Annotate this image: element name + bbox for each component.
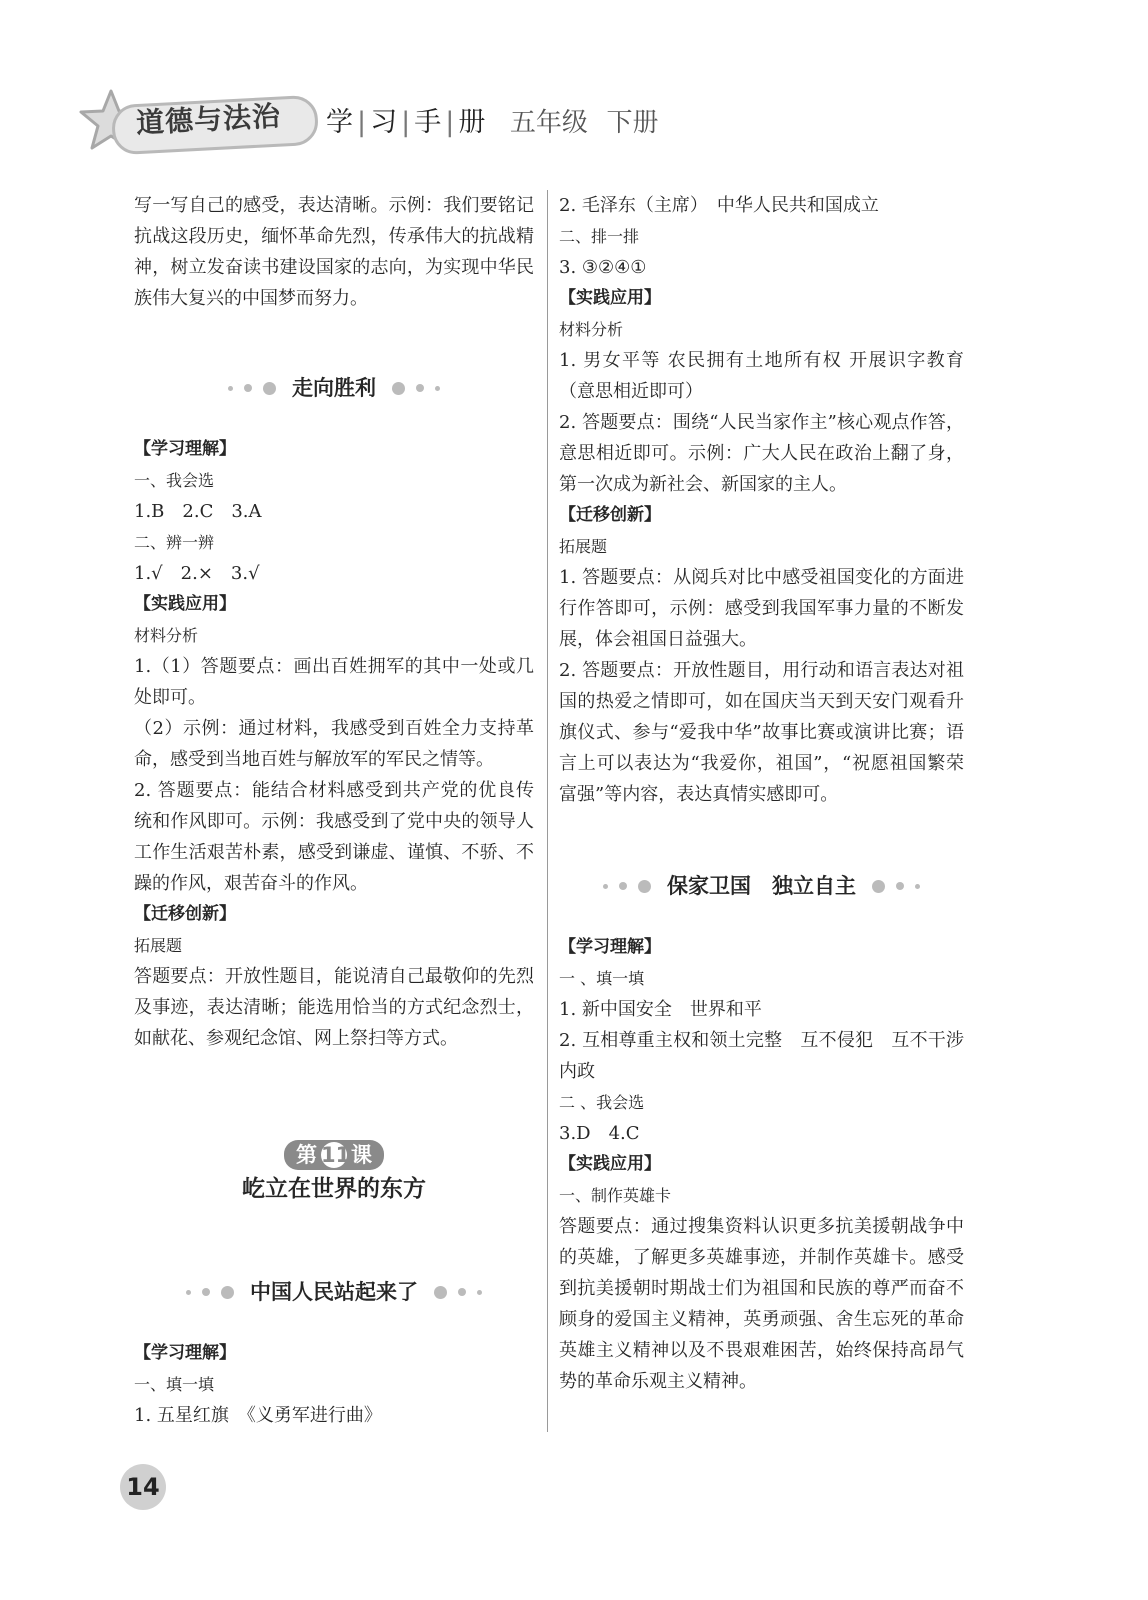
dots-decoration xyxy=(392,382,440,395)
answer-line: 1.B 2.C 3.A xyxy=(134,501,262,522)
section-body xyxy=(134,1338,534,1431)
lesson-title: 屹立在世界的东方 xyxy=(242,1176,426,1202)
subheading: 一、填一填 xyxy=(134,1375,215,1394)
page-number: 14 xyxy=(120,1464,166,1510)
volume-label: 下册 xyxy=(606,108,659,138)
section-body xyxy=(559,932,964,1397)
answer-line: （2）示例：通过材料，我感受到百姓全力支持革命，感受到当地百姓与解放军的军民之情等。 xyxy=(134,718,534,770)
lesson-badge-post: 课 xyxy=(351,1143,372,1167)
section-title-text: 走向胜利 xyxy=(292,375,376,400)
subheading: 一 、填一填 xyxy=(559,969,645,988)
book-title-char: 手 xyxy=(414,107,442,138)
dots-decoration xyxy=(228,382,276,395)
left-column xyxy=(134,190,534,1431)
dots-decoration xyxy=(603,880,651,893)
section-heading: 【学习理解】 xyxy=(134,1343,236,1363)
answer-line: 3.D 4.C xyxy=(559,1123,640,1144)
book-title: 学 | 习 | 手 | 册 五年级 下册 xyxy=(326,107,659,138)
book-title-char: 学 xyxy=(326,107,353,138)
answer-line: 答题要点：开放性题目，能说清自己最敬仰的先烈及事迹，表达清晰；能选用恰当的方式纪念烈士，如献花、参观纪念馆、网上祭扫等方式。 xyxy=(134,966,534,1049)
section-heading: 【学习理解】 xyxy=(559,937,661,957)
answer-line: 1.（1）答题要点：画出百姓拥军的其中一处或几处即可。 xyxy=(134,656,534,708)
subheading: 拓展题 xyxy=(559,537,608,556)
book-title-char: 习 xyxy=(370,107,398,138)
right-column xyxy=(559,190,964,1397)
answer-line: 2. 互相尊重主权和领土完整 互不侵犯 互不干涉内政 xyxy=(559,1030,964,1082)
subheading: 二 、我会选 xyxy=(559,1093,645,1112)
answer-line: 1. 新中国安全 世界和平 xyxy=(559,999,762,1020)
subheading: 拓展题 xyxy=(134,936,183,955)
answer-line: 2. 答题要点：能结合材料感受到共产党的优良传统和作风即可。示例：我感受到了党中央的领导人工作生活艰苦朴素，感受到谦虚、谨慎、不骄、不躁的作风，艰苦奋斗的作风。 xyxy=(134,780,534,894)
section-title-text: 保家卫国 独立自主 xyxy=(667,873,856,898)
answer-line: 3. ③②④① xyxy=(559,257,647,278)
section-heading: 【实践应用】 xyxy=(559,288,661,308)
section-title xyxy=(134,364,534,412)
lesson-header xyxy=(134,1140,534,1206)
book-title-char: 册 xyxy=(458,107,486,138)
grade-label: 五年级 xyxy=(509,108,588,138)
dots-decoration xyxy=(186,1286,234,1299)
section-heading: 【学习理解】 xyxy=(134,439,236,459)
subheading: 二、排一排 xyxy=(559,227,640,246)
section-body xyxy=(559,190,964,810)
lesson-badge-pre: 第 xyxy=(296,1143,317,1167)
answer-line: 1. 男女平等 农民拥有土地所有权 开展识字教育（意思相近即可） xyxy=(559,350,964,402)
dots-decoration xyxy=(434,1286,482,1299)
lesson-number: 11 xyxy=(321,1143,351,1167)
intro-paragraph: 写一写自己的感受，表达清晰。示例：我们要铭记抗战这段历史，缅怀革命先烈，传承伟大的抗战精神，树立发奋读书建设国家的志向，为实现中华民族伟大复兴的中国梦而努力。 xyxy=(134,195,534,309)
answer-line: 1. 五星红旗 《义勇军进行曲》 xyxy=(134,1405,382,1426)
answer-line: 答题要点：通过搜集资料认识更多抗美援朝战争中的英雄，了解更多英雄事迹，并制作英雄卡。感受到抗美援朝时期战士们为祖国和民族的尊严而奋不顾身的爱国主义精神，英勇顽强、舍生忘死的革命英雄主义精神以及不畏艰难困苦，始终保持高昂气势的革命乐观主义精神。 xyxy=(559,1216,964,1392)
section-body xyxy=(134,434,534,1054)
dots-decoration xyxy=(872,880,920,893)
section-heading: 【迁移创新】 xyxy=(134,904,236,924)
column-divider xyxy=(547,190,548,1432)
answer-line: 1. 答题要点：从阅兵对比中感受祖国变化的方面进行作答即可，示例：感受到我国军事力量的不断发展，体会祖国日益强大。 xyxy=(559,567,964,650)
answer-line: 1.√ 2.× 3.√ xyxy=(134,563,260,584)
section-heading: 【实践应用】 xyxy=(134,594,236,614)
answer-line: 2. 答题要点：围绕“人民当家作主”核心观点作答，意思相近即可。示例：广大人民在政治上翻了身，第一次成为新社会、新国家的主人。 xyxy=(559,412,964,495)
section-title-text: 中国人民站起来了 xyxy=(250,1279,418,1304)
subheading: 二、辨一辨 xyxy=(134,533,215,552)
answer-line: 2. 毛泽东（主席） 中华人民共和国成立 xyxy=(559,195,879,216)
answer-line: 2. 答题要点：开放性题目，用行动和语言表达对祖国的热爱之情即可，如在国庆当天到天安门观看升旗仪式、参与“爱我中华”故事比赛或演讲比赛；语言上可以表达为“我爱你，祖国”，“祝愿祖国繁荣富强”等内容，表达真情实感即可。 xyxy=(559,660,964,805)
section-title xyxy=(559,862,964,910)
brand-title: 道德与法治 xyxy=(135,99,282,140)
subheading: 一、我会选 xyxy=(134,471,215,490)
subheading: 材料分析 xyxy=(559,320,624,339)
section-heading: 【迁移创新】 xyxy=(559,505,661,525)
subheading: 一、制作英雄卡 xyxy=(559,1186,672,1205)
page-header xyxy=(78,78,718,158)
section-heading: 【实践应用】 xyxy=(559,1154,661,1174)
section-title xyxy=(134,1268,534,1316)
lesson-badge xyxy=(284,1140,384,1170)
subheading: 材料分析 xyxy=(134,626,199,645)
